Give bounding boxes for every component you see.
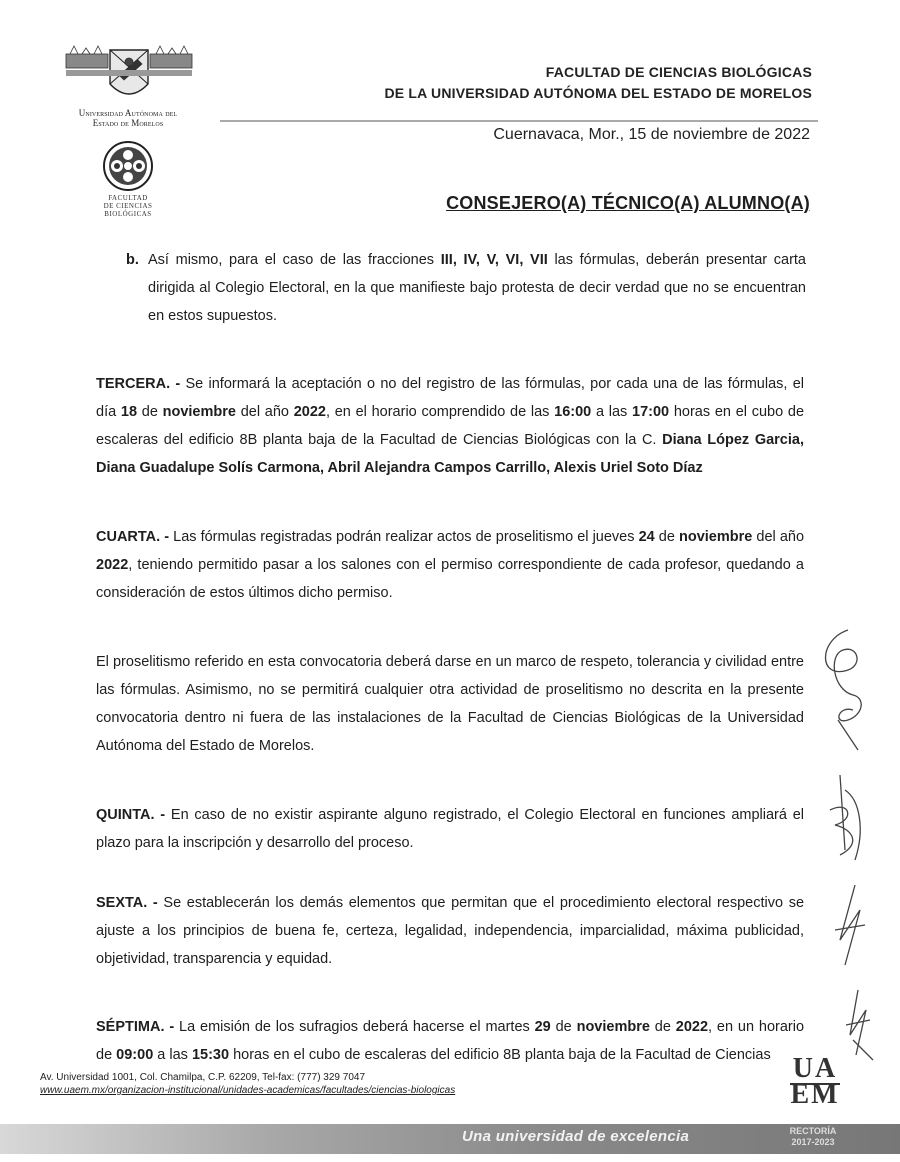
signature-4 — [838, 985, 878, 1065]
footer-address: Av. Universidad 1001, Col. Chamilpa, C.P. 62209, Tel-fax: (777) 329 7047 — [40, 1072, 366, 1083]
paragraph-b — [126, 246, 806, 330]
signature-2 — [820, 770, 870, 870]
text: , teniendo permitido pasar a los salones con el permiso correspondiente de cada profesor, quedando a consideración de estos últimos dicho permiso. — [96, 557, 804, 601]
clause-quinta — [96, 801, 804, 857]
faculty-logo — [102, 140, 154, 192]
text: del año — [752, 529, 805, 545]
signature-3 — [830, 880, 870, 970]
month: noviembre — [576, 1019, 650, 1035]
footer-contact — [40, 1071, 455, 1097]
names: Diana López Garcia, Diana Guadalupe Solís Carmona, Abril Alejandra Campos Carrillo, Alexis Uriel Soto Díaz — [96, 432, 804, 476]
clause-heading: TERCERA. - — [96, 376, 181, 392]
text: las fórmulas, deberán presentar carta dirigida al Colegio Electoral, en la que manifieste bajo protesta de decir verdad que no se encuentran en estos supuestos. — [148, 252, 806, 324]
footer-url-link[interactable]: www.uaem.mx/organizacion-institucional/unidades-academicas/facultades/ciencias-biologicas — [40, 1085, 456, 1096]
text: , en un horario de — [96, 1019, 805, 1063]
paragraph-b-label: b. — [126, 252, 139, 268]
footer-slogan: Una universidad de excelencia — [462, 1128, 690, 1145]
text: Así mismo, para el caso de las fracciones — [148, 252, 441, 268]
rectoria-badge — [780, 1126, 846, 1148]
end-time: 17:00 — [632, 404, 670, 420]
uaem-logo-divider — [790, 1083, 840, 1085]
day: 18 — [120, 404, 138, 420]
day: 24 — [638, 529, 655, 545]
text: Se informará la aceptación o no del registro de las fórmulas, por cada una de las fórmulas, el día — [96, 376, 804, 420]
rectoria-years: 2017-2023 — [791, 1137, 835, 1147]
day: 29 — [534, 1019, 551, 1035]
text: a las — [591, 404, 633, 420]
text: horas en el cubo de escaleras del edificio 8B planta baja de la Facultad de Ciencias — [229, 1047, 771, 1063]
year: 2022 — [96, 557, 129, 573]
text: de — [137, 404, 163, 420]
text: a las — [153, 1047, 192, 1063]
faculty-logo-caption-line-3: BIOLÓGICAS — [104, 210, 152, 218]
clause-tercera — [96, 370, 804, 482]
text: de — [654, 529, 679, 545]
clause-heading: SÉPTIMA. - — [96, 1019, 175, 1035]
text: Las fórmulas registradas podrán realizar actos de proselitismo el jueves — [169, 529, 639, 545]
clause-heading: QUINTA. - — [96, 807, 166, 823]
end-time: 15:30 — [191, 1047, 230, 1063]
text: Se establecerán los demás elementos que permitan que el procedimiento electoral respectivo se ajuste a los principios de buena fe, certeza, legalidad, independencia, imparcialidad, máxima publicidad, objetividad, transparencia y equidad. — [96, 895, 805, 967]
uaem-logo-bottom: EM — [790, 1079, 840, 1110]
text: En caso de no existir aspirante alguno registrado, el Colegio Electoral en funciones ampliará el plazo para la inscripción y desarrollo del proceso. — [96, 807, 804, 851]
header-title-line-1: FACULTAD DE CIENCIAS BIOLÓGICAS — [545, 64, 812, 80]
clause-cuarta — [96, 523, 804, 607]
clause-sexta — [96, 889, 804, 973]
header-divider — [220, 120, 818, 122]
month: noviembre — [162, 404, 236, 420]
text: del año — [235, 404, 294, 420]
uaem-logo — [785, 1053, 845, 1110]
university-name-line-2: Estado de Morelos — [92, 118, 164, 128]
start-time: 16:00 — [554, 404, 592, 420]
year: 2022 — [675, 1019, 709, 1035]
fractions: III, IV, V, VI, VII — [440, 252, 548, 268]
signature-1 — [808, 620, 868, 760]
faculty-logo-caption — [86, 194, 170, 218]
university-name-line-1: Universidad Autónoma del — [78, 108, 178, 118]
start-time: 09:00 — [116, 1047, 154, 1063]
header-title-line-2: DE LA UNIVERSIDAD AUTÓNOMA DEL ESTADO DE MORELOS — [384, 85, 812, 101]
document-title: CONSEJERO(A) TÉCNICO(A) ALUMNO(A) — [446, 193, 810, 213]
university-name — [58, 108, 198, 128]
text: horas en el cubo de escaleras del edificio 8B planta baja de la Facultad de Ciencias Biológicas con la C. — [96, 404, 805, 448]
rectoria-label: RECTORÍA — [789, 1126, 837, 1136]
text: La emisión de los sufragios deberá hacerse el martes — [174, 1019, 535, 1035]
document-date: Cuernavaca, Mor., 15 de noviembre de 2022 — [493, 126, 810, 143]
text: de — [649, 1019, 676, 1035]
footer-banner — [0, 1124, 900, 1154]
faculty-header-title — [384, 62, 812, 104]
paragraph-proselitismo: El proselitismo referido en esta convocatoria deberá darse en un marco de respeto, tolerancia y civilidad entre las fórmulas. Asimismo, no se permitirá cualquier otra actividad de proselitismo no descrita en la presente convocatoria dentro ni fuera de las instalaciones de la Facultad de Ciencias Biológicas de la Universidad Autónoma del Estado de Morelos. — [96, 654, 804, 754]
clause-heading: SEXTA. - — [96, 895, 158, 911]
faculty-logo-caption-line-2: DE CIENCIAS — [103, 202, 153, 210]
faculty-logo-caption-line-1: FACULTAD — [108, 194, 148, 202]
clause-heading: CUARTA. - — [96, 529, 170, 545]
month: noviembre — [678, 529, 753, 545]
text: de — [550, 1019, 577, 1035]
text: , en el horario comprendido de las — [325, 404, 555, 420]
clause-septima — [96, 1013, 804, 1069]
year: 2022 — [293, 404, 326, 420]
uaem-logo-top: UA — [792, 1053, 838, 1084]
